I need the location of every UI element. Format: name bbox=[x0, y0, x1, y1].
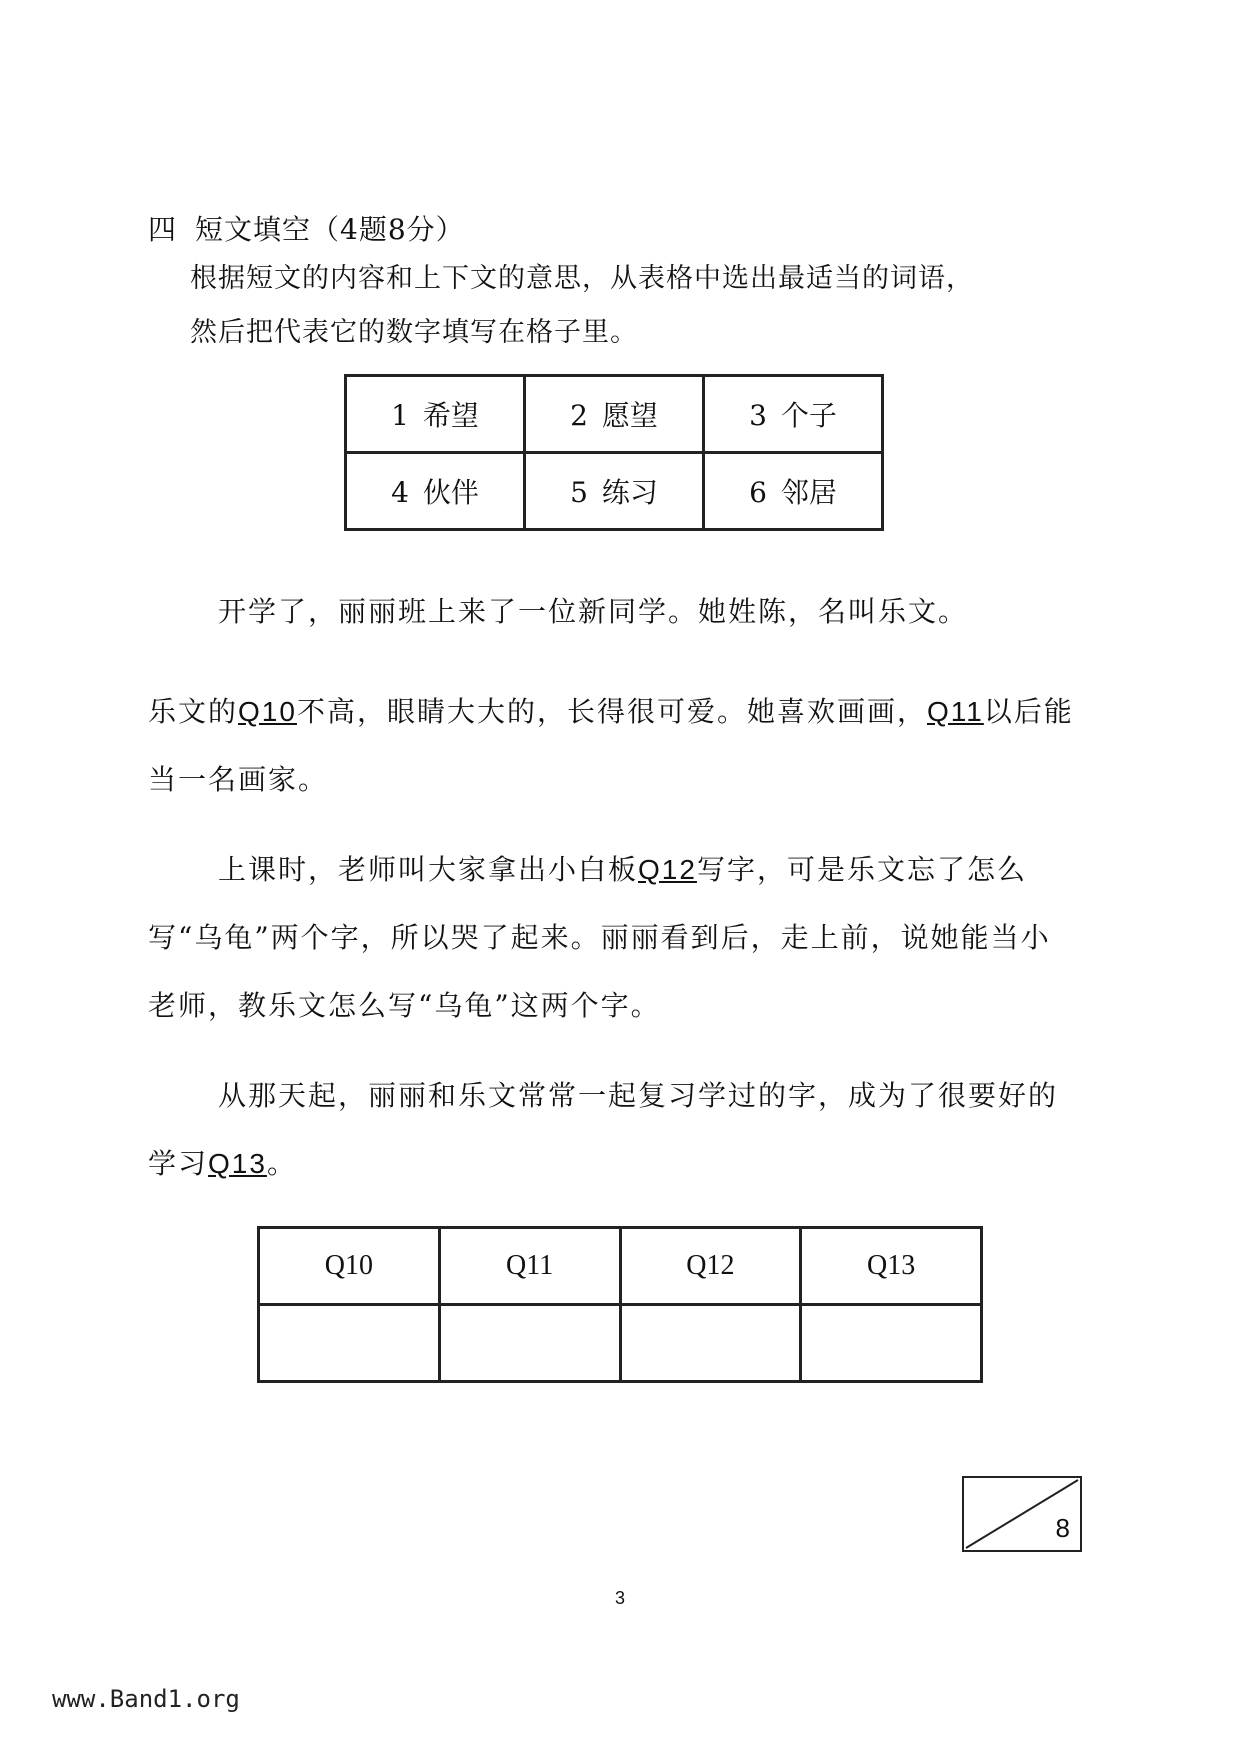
answer-cell-q11[interactable] bbox=[439, 1305, 620, 1382]
section-title: 短文填空（4题8分） bbox=[195, 213, 465, 246]
blank-q12: Q12 bbox=[638, 854, 697, 885]
page-number: 3 bbox=[615, 1588, 626, 1608]
answer-header: Q11 bbox=[439, 1228, 620, 1305]
word-option: 1 希望 bbox=[346, 376, 525, 453]
passage-paragraph-4: 从那天起，丽丽和乐文常常一起复习学过的字，成为了很要好的学习Q13。 bbox=[148, 1079, 1059, 1180]
instruction-line-1: 根据短文的内容和上下文的意思，从表格中选出最适当的词语， bbox=[190, 263, 974, 294]
blank-q13: Q13 bbox=[208, 1148, 267, 1179]
answer-header: Q12 bbox=[620, 1228, 801, 1305]
passage-paragraph-3: 上课时，老师叫大家拿出小白板Q12写字，可是乐文忘了怎么写“乌龟”两个字，所以哭了起来。丽丽看到后，走上前，说她能当小老师，教乐文怎么写“乌龟”这两个字。 bbox=[148, 853, 1051, 1022]
word-option: 3 个子 bbox=[704, 376, 883, 453]
word-option: 5 练习 bbox=[525, 453, 704, 530]
answer-header: Q10 bbox=[259, 1228, 440, 1305]
answer-cell-q10[interactable] bbox=[259, 1305, 440, 1382]
instruction-line-2: 然后把代表它的数字填写在格子里。 bbox=[190, 317, 638, 348]
word-option: 6 邻居 bbox=[704, 453, 883, 530]
blank-q11: Q11 bbox=[926, 696, 984, 727]
answer-header: Q13 bbox=[801, 1228, 982, 1305]
watermark: www.Band1.org bbox=[52, 1685, 240, 1713]
answer-cell-q12[interactable] bbox=[620, 1305, 801, 1382]
word-option: 2 愿望 bbox=[525, 376, 704, 453]
blank-q10: Q10 bbox=[238, 696, 297, 727]
score-max: 8 bbox=[1055, 1513, 1070, 1543]
score-box bbox=[962, 1476, 1082, 1552]
answer-cell-q13[interactable] bbox=[801, 1305, 982, 1382]
word-option: 4 伙伴 bbox=[346, 453, 525, 530]
answer-table bbox=[257, 1226, 983, 1383]
section-heading bbox=[148, 208, 465, 248]
section-number: 四 bbox=[148, 213, 178, 246]
passage-paragraph-2: 乐文的Q10不高，眼睛大大的，长得很可爱。她喜欢画画，Q11以后能当一名画家。 bbox=[148, 695, 1074, 796]
passage-paragraph-1: 开学了，丽丽班上来了一位新同学。她姓陈，名叫乐文。 bbox=[218, 595, 969, 628]
word-bank-table bbox=[344, 374, 884, 531]
